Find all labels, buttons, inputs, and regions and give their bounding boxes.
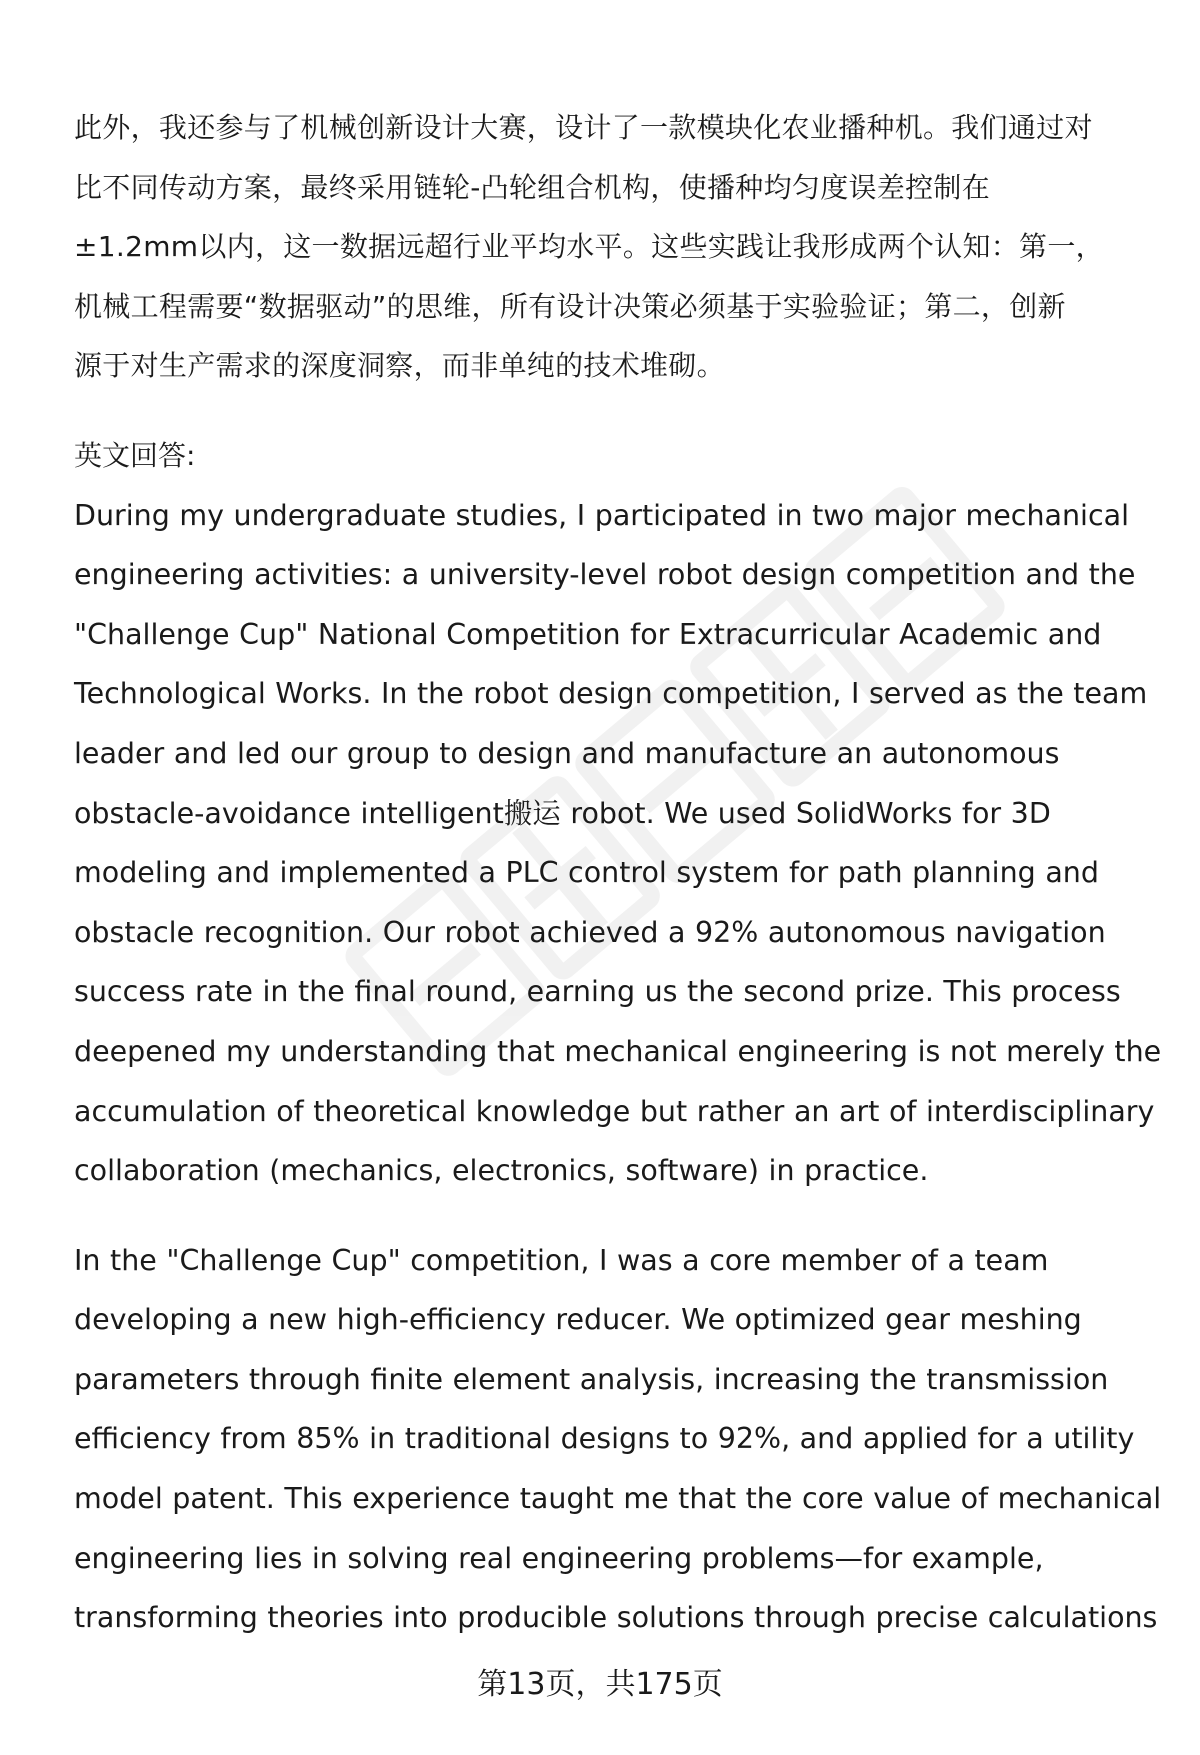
- text-line: developing a new high-efficiency reducer. We optimized gear meshing: [74, 1303, 1082, 1337]
- text-line: In the "Challenge Cup" competition, I was a core member of a team: [74, 1243, 1049, 1277]
- text-line: 机械工程需要“数据驱动”的思维，所有设计决策必须基于实验验证；第二，创新: [74, 289, 1066, 323]
- content-area: [74, 98, 1166, 1648]
- section-heading: [74, 426, 1166, 486]
- text-line: During my undergraduate studies, I participated in two major mechanical: [74, 498, 1130, 532]
- text-line: obstacle recognition. Our robot achieved a 92% autonomous navigation: [74, 915, 1106, 949]
- text-line: success rate in the final round, earning us the second prize. This process: [74, 975, 1121, 1009]
- text-line: accumulation of theoretical knowledge but rather an art of interdisciplinary: [74, 1094, 1155, 1128]
- text-line: 比不同传动方案，最终采用链轮-凸轮组合机构，使播种均匀度误差控制在: [74, 170, 991, 204]
- text-line: Technological Works. In the robot design competition, I served as the team: [74, 677, 1148, 711]
- paragraph-english-1: [74, 486, 1166, 1201]
- text-line: 此外，我还参与了机械创新设计大赛，设计了一款模块化农业播种机。我们通过对: [74, 111, 1093, 144]
- text-line: parameters through finite element analysis, increasing the transmission: [74, 1362, 1109, 1396]
- text-line: obstacle-avoidance intelligent搬运 robot. We used SolidWorks for 3D: [74, 796, 1051, 830]
- page-footer: [0, 1665, 1200, 1705]
- paragraph-chinese: [74, 98, 1166, 396]
- text-line: transforming theories into producible solutions through precise calculations: [74, 1601, 1158, 1635]
- text-line: model patent. This experience taught me that the core value of mechanical: [74, 1482, 1162, 1516]
- text-line: engineering activities: a university-level robot design competition and the: [74, 558, 1136, 592]
- text-line: collaboration (mechanics, electronics, software) in practice.: [74, 1154, 929, 1188]
- heading-text: 英文回答:: [74, 438, 196, 472]
- spacer: [74, 1201, 1166, 1231]
- spacer: [74, 396, 1166, 426]
- text-line: leader and led our group to design and manufacture an autonomous: [74, 736, 1060, 770]
- text-line: deepened my understanding that mechanical engineering is not merely the: [74, 1034, 1162, 1068]
- text-line: ±1.2mm以内，这一数据远超行业平均水平。这些实践让我形成两个认知：第一，: [74, 230, 1104, 264]
- text-line: engineering lies in solving real engineering problems—for example,: [74, 1541, 1044, 1575]
- page-number-label: 第13页，共175页: [477, 1667, 723, 1702]
- text-line: efficiency from 85% in traditional designs to 92%, and applied for a utility: [74, 1422, 1135, 1456]
- text-line: 源于对生产需求的深度洞察，而非单纯的技术堆砌。: [74, 349, 725, 383]
- paragraph-english-2: [74, 1231, 1166, 1648]
- text-line: "Challenge Cup" National Competition for Extracurricular Academic and: [74, 617, 1102, 651]
- text-line: modeling and implemented a PLC control system for path planning and: [74, 856, 1099, 890]
